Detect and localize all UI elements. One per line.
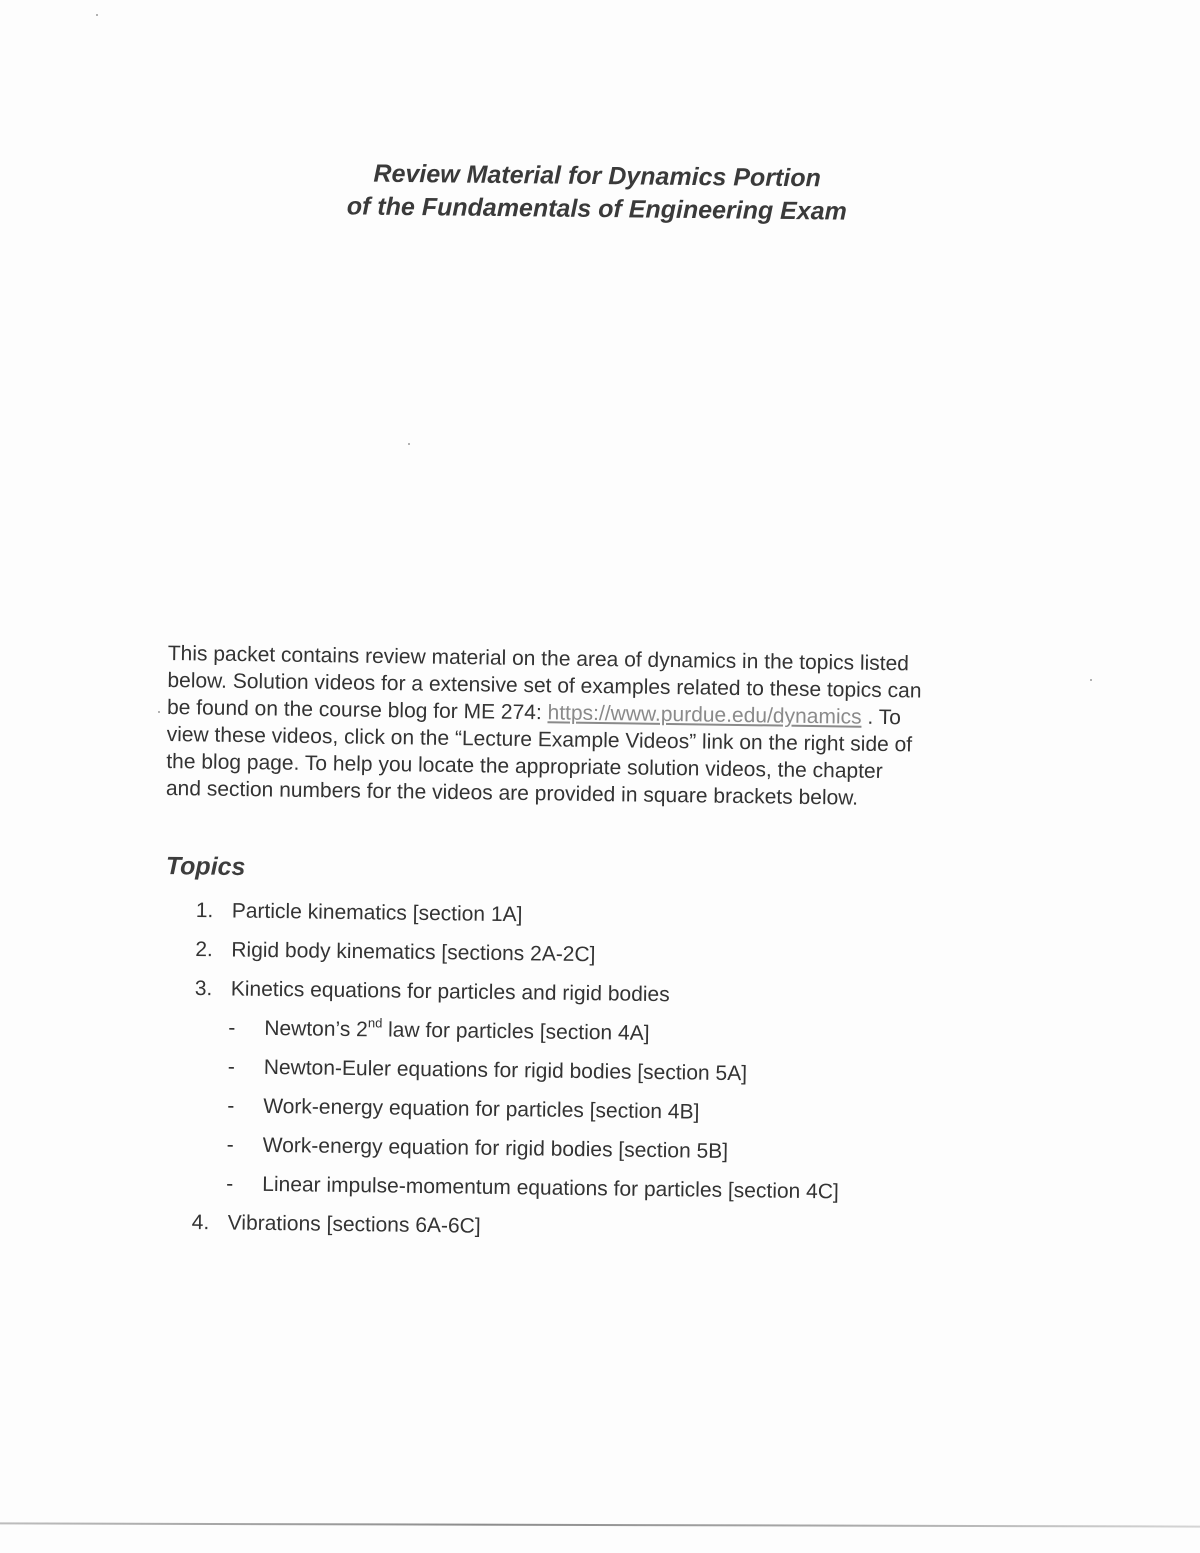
- intro-line-6: and section numbers for the videos are provided in square brackets below.: [165, 776, 859, 810]
- list-number: 1.: [195, 898, 214, 923]
- list-dash: -: [226, 1133, 234, 1157]
- intro-line-3-before: be found on the course blog for ME 274:: [166, 695, 548, 725]
- list-dash: -: [227, 1094, 235, 1118]
- intro-line-2: below. Solution videos for a extensive set of examples related to these topics can: [167, 668, 922, 703]
- list-number: 4.: [191, 1210, 210, 1235]
- topics-heading: Topics: [165, 852, 246, 882]
- sub-item-text: Newton-Euler equations for rigid bodies [section 5A]: [263, 1055, 748, 1086]
- sub-item-text: Work-energy equation for rigid bodies [section 5B]: [262, 1133, 729, 1163]
- list-number: 2.: [195, 937, 213, 962]
- list-number: 3.: [194, 976, 213, 1001]
- list-dash: -: [226, 1172, 234, 1196]
- scan-speck: [1090, 679, 1092, 681]
- intro-line-1: This packet contains review material on the area of dynamics in the topics listed: [167, 641, 910, 676]
- scan-speck: [158, 711, 160, 713]
- list-item-text: Vibrations [sections 6A-6C]: [227, 1211, 481, 1238]
- sub-item-text-after: law for particles [section 4A]: [382, 1018, 650, 1045]
- list-item-text: Kinetics equations for particles and rigid bodies: [230, 977, 670, 1007]
- scan-speck: [96, 14, 98, 16]
- scan-edge-line: [0, 1522, 1200, 1527]
- sub-item-text-before: Newton’s 2: [264, 1016, 368, 1042]
- sub-item-text: Work-energy equation for particles [section 4B]: [263, 1094, 700, 1124]
- sub-item-superscript: nd: [367, 1015, 383, 1031]
- intro-line-5: the blog page. To help you locate the appropriate solution videos, the chapter: [166, 749, 883, 783]
- list-item-text: Rigid body kinematics [sections 2A-2C]: [231, 938, 596, 967]
- intro-line-4: view these videos, click on the “Lecture Example Videos” link on the right side of: [166, 722, 913, 757]
- scan-speck: [408, 443, 410, 445]
- list-dash: -: [227, 1055, 235, 1079]
- topics-list: [191, 898, 956, 1259]
- intro-line-3-after: . To: [861, 705, 902, 730]
- list-dash: -: [228, 1016, 236, 1040]
- sub-item-text: Linear impulse-momentum equations for particles [section 4C]: [262, 1172, 839, 1204]
- intro-paragraph: [166, 640, 1013, 814]
- course-blog-link[interactable]: https://www.purdue.edu/dynamics: [547, 701, 862, 729]
- list-item-text: Particle kinematics [section 1A]: [231, 899, 523, 927]
- title-line-1: Review Material for Dynamics Portion: [373, 159, 821, 193]
- document-title: [0, 154, 1197, 233]
- title-line-2: of the Fundamentals of Engineering Exam: [346, 192, 847, 226]
